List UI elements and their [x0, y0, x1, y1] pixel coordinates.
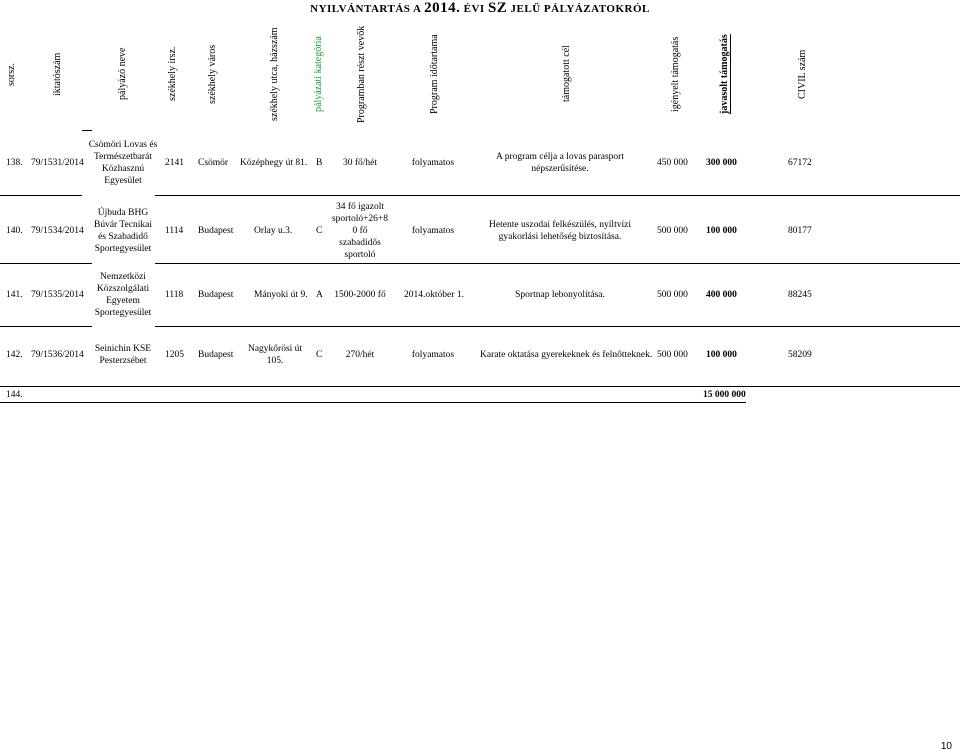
total-separator [0, 402, 746, 403]
cell-civil: 67172 [788, 158, 812, 168]
header-palyazati-kategoria: pályázati kategória [313, 36, 324, 112]
header-civil-szam: CIVIL szám [797, 49, 808, 99]
cell-igenyelt: 500 000 [657, 290, 688, 300]
cell-iktatoszam: 79/1536/2014 [31, 350, 84, 360]
row-separator [155, 326, 960, 327]
cell-varos: Budapest [198, 226, 234, 236]
header-iktatoszam: iktatószám [52, 52, 63, 96]
row-separator [0, 386, 960, 387]
cell-kategoria: B [316, 158, 323, 168]
cell-varos: Budapest [198, 290, 234, 300]
cell-javasolt: 100 000 [706, 226, 737, 236]
title-text-3: JELŰ PÁLYÁZATOKRÓL [510, 3, 650, 15]
cell-javasolt: 300 000 [706, 158, 737, 168]
title-text-2: ÉVI [463, 3, 485, 15]
row-separator [0, 195, 82, 196]
cell-idotartam: folyamatos [411, 158, 455, 168]
cell-irsz: 1114 [165, 226, 184, 236]
cell-iktatoszam: 79/1534/2014 [31, 226, 84, 236]
cell-civil: 58209 [788, 350, 812, 360]
cell-idotartam: 2014.október 1. [404, 290, 464, 300]
cell-sorsz: 142. [6, 350, 23, 360]
cell-kategoria: A [316, 290, 323, 300]
cell-irsz: 1118 [165, 290, 184, 300]
cell-palyazo-neve: Nemzetközi Közszolgálati Egyetem Sportegyesület [94, 272, 152, 318]
cell-utca: Nagykőrösi út 105. [247, 344, 303, 366]
header-programban-resztvevok: Programban részt vevők [356, 25, 367, 123]
cell-igenyelt: 450 000 [657, 158, 688, 168]
cell-tamogatott-cel: Karate oktatása gyerekeknek és felnőtteknek. [480, 350, 653, 360]
cell-palyazo-neve: Csömöri Lovas és Természetbarát Közhasznú Egyesület [88, 140, 158, 186]
cell-palyazo-neve: Újbuda BHG Búvár Tecnikai és Szabadidő Sportegyesület [94, 208, 152, 254]
title-sz: SZ [487, 0, 508, 16]
cell-resztvevok: 30 fő/hét [342, 158, 378, 168]
title-text-1: NYILVÁNTARTÁS A [310, 3, 421, 15]
cell-igenyelt: 500 000 [657, 350, 688, 360]
cell-javasolt: 400 000 [706, 290, 737, 300]
cell-resztvevok: 34 fő igazolt sportoló+26+8 0 fő szabadidős sportoló [331, 202, 389, 260]
cell-utca: Mányoki út 9. [254, 290, 308, 300]
cell-kategoria: C [316, 226, 323, 236]
page-number: 10 [940, 741, 952, 752]
row-separator [0, 263, 92, 264]
cell-igenyelt: 500 000 [657, 226, 688, 236]
cell-tamogatott-cel: Hetente uszodai felkészülés, nyíltvízi gyakorlási lehetőség biztosítása. [489, 220, 631, 242]
cell-sorsz: 140. [6, 226, 23, 236]
cell-javasolt: 100 000 [706, 350, 737, 360]
cell-utca: Középhegy út 81. [240, 158, 308, 168]
header-javasolt-tamogatas: javasolt támogatás [719, 34, 730, 114]
cell-iktatoszam: 79/1531/2014 [31, 158, 84, 168]
cell-iktatoszam: 79/1535/2014 [31, 290, 84, 300]
cell-idotartam: folyamatos [411, 226, 455, 236]
header-tick [82, 130, 92, 131]
cell-civil: 80177 [788, 226, 812, 236]
header-sorsz: sorsz. [6, 62, 17, 86]
row-separator [0, 326, 92, 327]
header-szekhely-varos: székhely város [207, 44, 218, 104]
header-program-idotartama: Program időtartama [429, 34, 440, 114]
cell-sorsz: 138. [6, 158, 23, 168]
cell-varos: Csömör [198, 158, 229, 168]
total-sorsz: 144. [6, 390, 23, 400]
row-separator [155, 195, 960, 196]
cell-kategoria: C [316, 350, 323, 360]
cell-resztvevok: 1500-2000 fő [334, 290, 386, 300]
cell-palyazo-neve: Seinichin KSE Pesterzsébet [94, 344, 152, 366]
document-title [0, 0, 960, 17]
cell-idotartam: folyamatos [411, 350, 455, 360]
total-javasolt: 15 000 000 [703, 390, 746, 400]
cell-sorsz: 141. [6, 290, 23, 300]
header-igenyelt-tamogatas: igényelt támogatás [670, 36, 681, 112]
header-szekhely-utca: székhely utca, házszám [269, 27, 280, 121]
row-separator [155, 263, 960, 264]
header-szekhely-irsz: székhely irsz. [167, 46, 178, 102]
cell-tamogatott-cel: Sportnap lebonyolítása. [515, 290, 605, 300]
cell-civil: 88245 [788, 290, 812, 300]
cell-tamogatott-cel: A program célja a lovas parasport népszerűsítése. [496, 152, 624, 174]
cell-irsz: 2141 [165, 158, 184, 168]
cell-resztvevok: 270/hét [345, 350, 375, 360]
title-year: 2014. [424, 0, 461, 16]
cell-utca: Orlay u.3. [254, 226, 293, 236]
header-palyazo-neve: pályázó neve [117, 47, 128, 101]
cell-varos: Budapest [198, 350, 234, 360]
header-tamogatott-cel: támogatott cél [561, 45, 572, 103]
cell-irsz: 1205 [165, 350, 184, 360]
